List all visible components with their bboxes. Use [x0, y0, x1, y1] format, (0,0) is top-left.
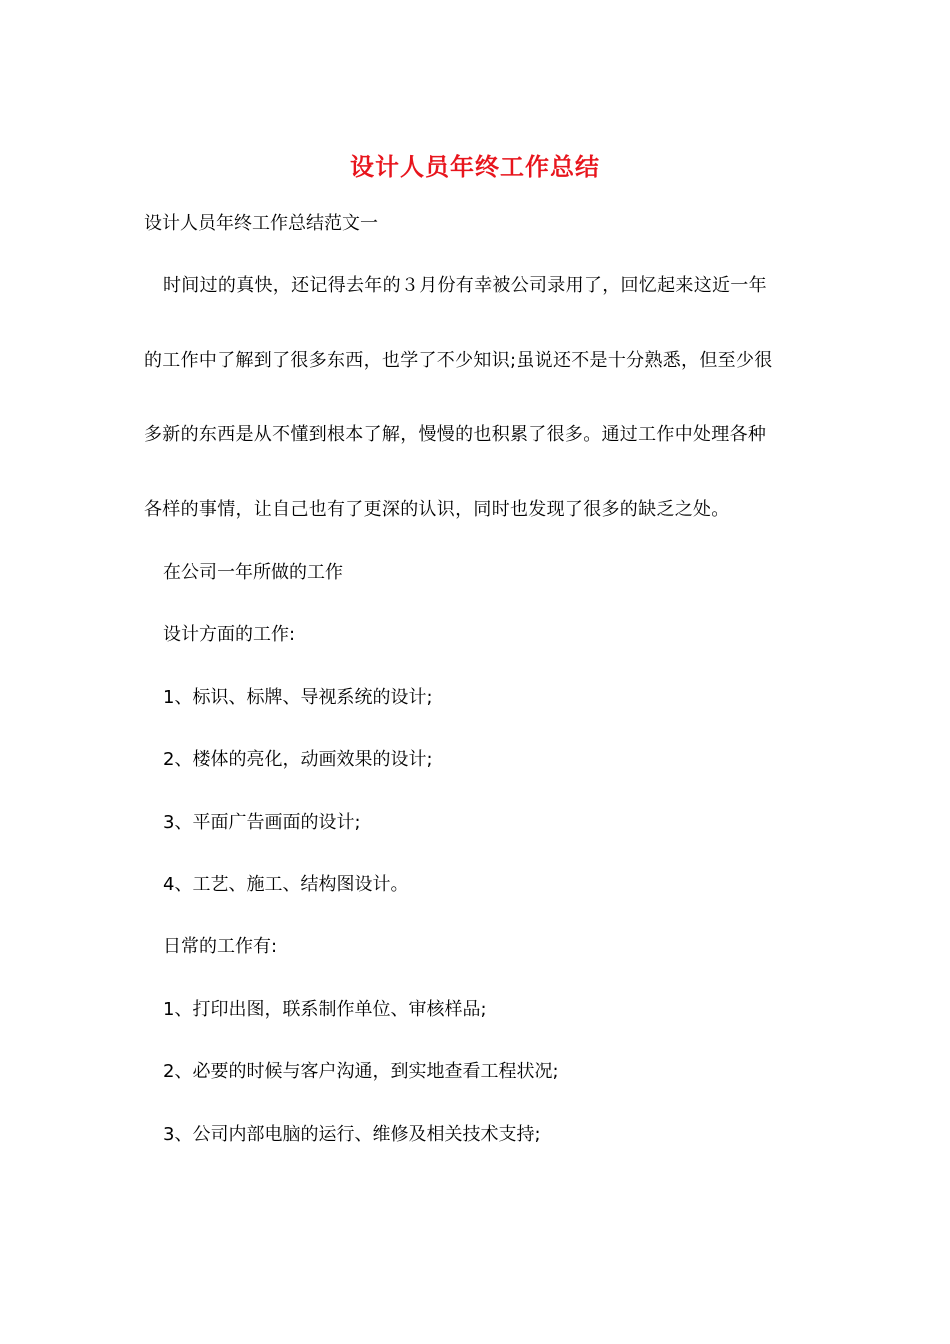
daily-heading: 日常的工作有: — [163, 936, 278, 957]
paragraph-line: 的工作中了解到了很多东西，也学了不少知识;虽说还不是十分熟悉，但至少很 — [144, 350, 773, 371]
design-list-item: 4、工艺、施工、结构图设计。 — [163, 874, 409, 895]
paragraph-line: 各样的事情，让自己也有了更深的认识，同时也发现了很多的缺乏之处。 — [144, 499, 730, 520]
design-heading: 设计方面的工作: — [163, 624, 296, 645]
document-subtitle: 设计人员年终工作总结范文一 — [144, 213, 378, 234]
paragraph-line: 多新的东西是从不懂到根本了解，慢慢的也积累了很多。通过工作中处理各种 — [144, 424, 767, 445]
design-list-item: 1、标识、标牌、导视系统的设计; — [163, 687, 433, 708]
daily-list-item: 3、公司内部电脑的运行、维修及相关技术支持; — [163, 1124, 541, 1145]
daily-list-item: 1、打印出图，联系制作单位、审核样品; — [163, 999, 487, 1020]
design-list-item: 2、楼体的亮化，动画效果的设计; — [163, 749, 433, 770]
daily-list-item: 2、必要的时候与客户沟通，到实地查看工程状况; — [163, 1061, 559, 1082]
paragraph-line: 时间过的真快，还记得去年的３月份有幸被公司录用了，回忆起来这近一年 — [163, 275, 767, 296]
document-title: 设计人员年终工作总结 — [350, 152, 600, 181]
design-list-item: 3、平面广告画面的设计; — [163, 812, 361, 833]
section-heading: 在公司一年所做的工作 — [163, 562, 343, 583]
